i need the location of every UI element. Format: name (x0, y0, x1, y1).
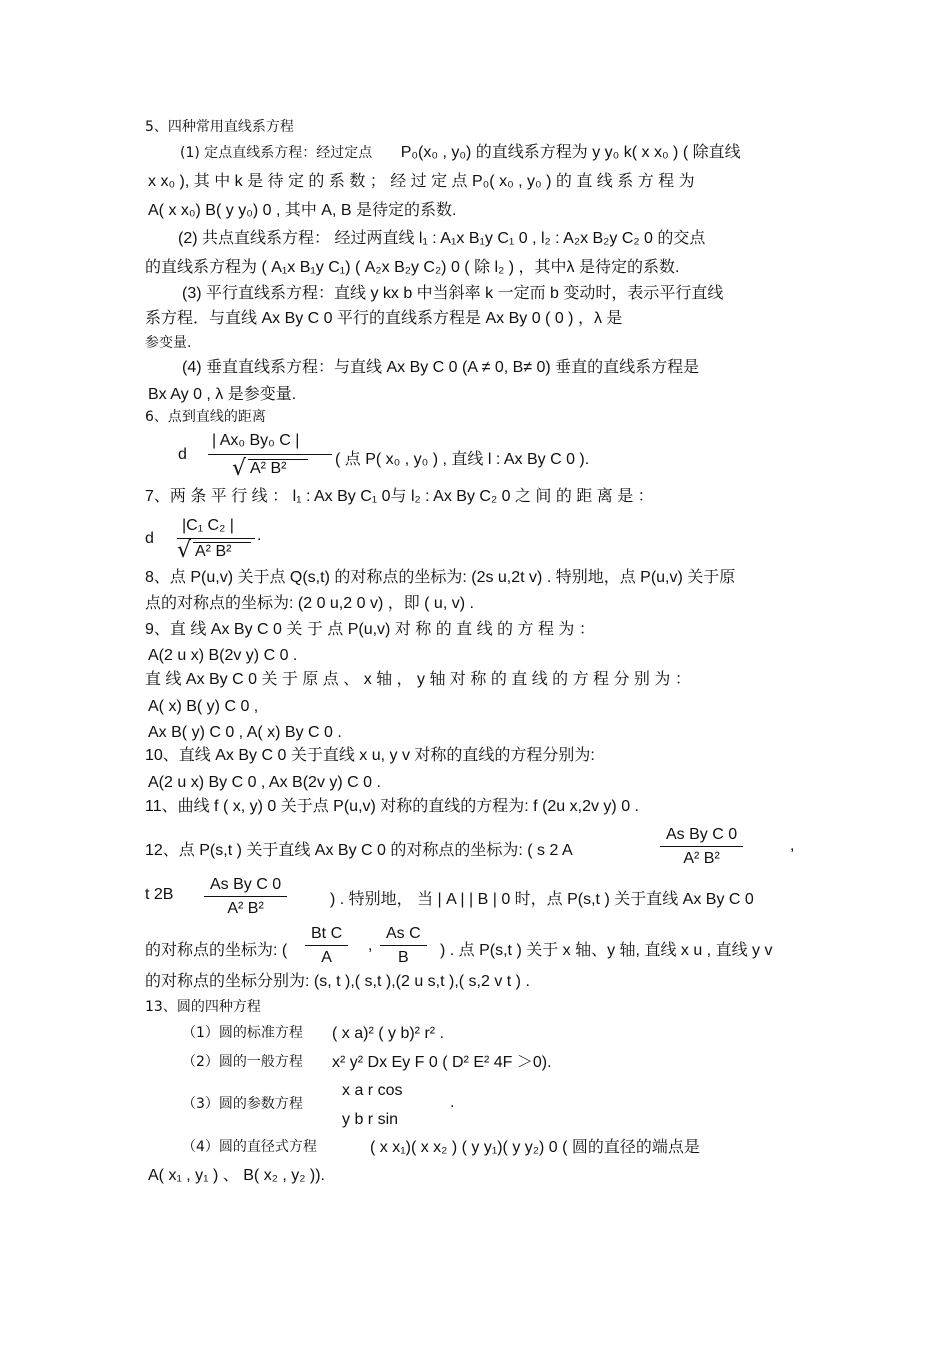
s7-dot: . (257, 527, 262, 544)
s12-f3-den: A (321, 949, 332, 966)
s9-line5: Ax B( y) C 0 , A( x) By C 0 . (148, 724, 342, 741)
s13-c4-eq: ( x x₁)( x x₂ ) ( y y₁)( y y₂) 0 ( 圆的直径的端点是 (370, 1139, 700, 1156)
s13-c2-label: （2）圆的一般方程 (182, 1054, 303, 1070)
s13-c3-dot: . (450, 1094, 455, 1111)
s12-f1-den: A² B² (683, 850, 720, 867)
s5-p4-line2: Bx Ay 0 , λ 是参变量. (148, 386, 297, 403)
s13-c1-eq: ( x a)² ( y b)² r² . (332, 1025, 444, 1042)
s8-line2: 点的对称点的坐标为: (2 0 u,2 0 v) ，即 ( u, v) . (145, 595, 474, 612)
s10-line2: A(2 u x) By C 0 , Ax B(2v y) C 0 . (148, 774, 381, 791)
s12-line4: 的对称点的坐标分别为: (s, t ),( s,t ),(2 u s,t ),( s,2 v t ) . (145, 973, 530, 990)
s5-p2-line1: (2) 共点直线系方程： 经过两直线 l₁ : A₁x B₁y C₁ 0 , l₂ : A₂x B₂y C₂ 0 的交点 (178, 230, 706, 247)
s12-f4-den: B (398, 949, 409, 966)
s5-p1-line1 (180, 144, 741, 162)
s12-f2-bar (204, 896, 287, 897)
s10-line1: 10、直线 Ax By C 0 关于直线 x u, y v 对称的直线的方程分别为: (145, 747, 595, 764)
s12-f2-num: As By C 0 (210, 876, 282, 893)
s12-f4-bar (380, 945, 427, 946)
s12-fraction-1 (660, 826, 743, 868)
s12-f1-num: As By C 0 (666, 826, 738, 843)
s12-line1-pre: 12、点 P(s,t ) 关于直线 Ax By C 0 的对称点的坐标为: ( s 2 A (145, 842, 573, 859)
s12-fraction-4 (380, 925, 427, 967)
s5-p3-line3: 参变量. (145, 335, 192, 351)
s8-line1: 8、点 P(u,v) 关于点 Q(s,t) 的对称点的坐标为: (2s u,2t v) . 特别地，点 P(u,v) 关于原 (145, 569, 736, 586)
s12-line3-pre: 的对称点的坐标为: ( (145, 942, 288, 959)
s6-d: d (178, 446, 187, 463)
s12-f2-den: A² B² (227, 900, 264, 917)
s12-comma: , (368, 937, 373, 954)
s13-c3-label: （3）圆的参数方程 (182, 1096, 303, 1112)
s5-p3-line2: 系方程．与直线 Ax By C 0 平行的直线系方程是 Ax By 0 ( 0 ) ，λ 是 (145, 310, 623, 327)
s9-line2: A(2 u x) B(2v y) C 0 . (148, 647, 298, 664)
s7-numerator: |C₁ C₂ | (182, 517, 234, 534)
s6-title: 6、点到直线的距离 (145, 409, 266, 425)
s12-line2-post: ) . 特别地， 当 | A | | B | 0 时，点 P(s,t ) 关于直线 Ax By C 0 (330, 891, 754, 908)
s12-f3-num: Bt C (311, 925, 343, 942)
s12-line2-pre: t 2B (145, 886, 174, 903)
s9-line4: A( x) B( y) C 0 , (148, 698, 259, 715)
s12-fraction-2 (204, 876, 287, 918)
s13-c1-label: （1）圆的标准方程 (182, 1025, 303, 1041)
s13-c3-eq1: x a r cos (342, 1082, 403, 1099)
s9-line1: 9、直 线 Ax By C 0 关 于 点 P(u,v) 对 称 的 直 线 的 方 程 为 ： (145, 621, 595, 638)
s5-p1-math: P₀(x₀ , y₀) 的直线系方程为 y y₀ k( x x₀ ) ( 除直线 (400, 144, 741, 161)
s5-title: 5、四种常用直线系方程 (145, 119, 294, 135)
s5-p3-line1: (3) 平行直线系方程：直线 y kx b 中当斜率 k 一定而 b 变动时，表示平行直线 (182, 285, 724, 302)
s13-title: 13、圆的四种方程 (145, 999, 261, 1015)
s6-numerator: | Ax₀ By₀ C | (212, 432, 300, 449)
s13-c3-eq2: y b r sin (342, 1111, 399, 1128)
s9-line3: 直 线 Ax By C 0 关 于 原 点 、 x 轴 ， y 轴 对 称 的 直 线 的 方 程 分 别 为 ： (145, 671, 691, 688)
s12-line3-post: ) . 点 P(s,t ) 关于 x 轴、y 轴, 直线 x u , 直线 y v (440, 942, 773, 959)
s12-line1-post: , (790, 837, 795, 854)
s11-line1: 11、曲线 f ( x, y) 0 关于点 P(u,v) 对称的直线的方程为: f (2u x,2v y) 0 . (145, 798, 639, 815)
s5-p2-line2: 的直线系方程为 ( A₁x B₁y C₁) ( A₂x B₂y C₂) 0 ( 除 l₂ ) ，其中λ 是待定的系数. (145, 259, 680, 276)
s6-sqrt-icon: √ (232, 456, 247, 481)
s6-fraction-bar (208, 454, 332, 455)
s5-p1-line3: A( x x₀) B( y y₀) 0 , 其中 A, B 是待定的系数. (148, 202, 457, 219)
s13-c4-label: （4）圆的直径式方程 (182, 1139, 317, 1155)
s7-d: d (145, 530, 154, 547)
s5-p4-line1: (4) 垂直直线系方程：与直线 Ax By C 0 (A ≠ 0, B≠ 0) 垂直的直线系方程是 (182, 359, 700, 376)
s6-denominator: A² B² (250, 460, 287, 477)
s12-f3-bar (305, 945, 348, 946)
s12-fraction-3 (305, 925, 348, 967)
s12-f1-bar (660, 846, 743, 847)
s5-p1-line2: x x₀ ), 其 中 k 是 待 定 的 系 数 ； 经 过 定 点 P₀( x₀ , y₀ ) 的 直 线 系 方 程 为 (148, 173, 695, 190)
s7-sqrt-icon: √ (177, 538, 192, 563)
s7-line1: 7、两 条 平 行 线 ： l₁ : Ax By C₁ 0与 l₂ : Ax By C₂ 0 之 间 的 距 离 是 ： (145, 488, 654, 505)
s12-f4-num: As C (386, 925, 421, 942)
s7-denominator: A² B² (195, 543, 232, 560)
s6-tail: ( 点 P( x₀ , y₀ ) , 直线 l : Ax By C 0 ). (335, 451, 590, 468)
s5-p1-text: (1) 定点直线系方程：经过定点 (180, 145, 373, 161)
s13-c4-line2: A( x₁ , y₁ ) 、 B( x₂ , y₂ )). (148, 1167, 325, 1184)
s13-c2-eq: x² y² Dx Ey F 0 ( D² E² 4F ＞0). (332, 1054, 552, 1071)
